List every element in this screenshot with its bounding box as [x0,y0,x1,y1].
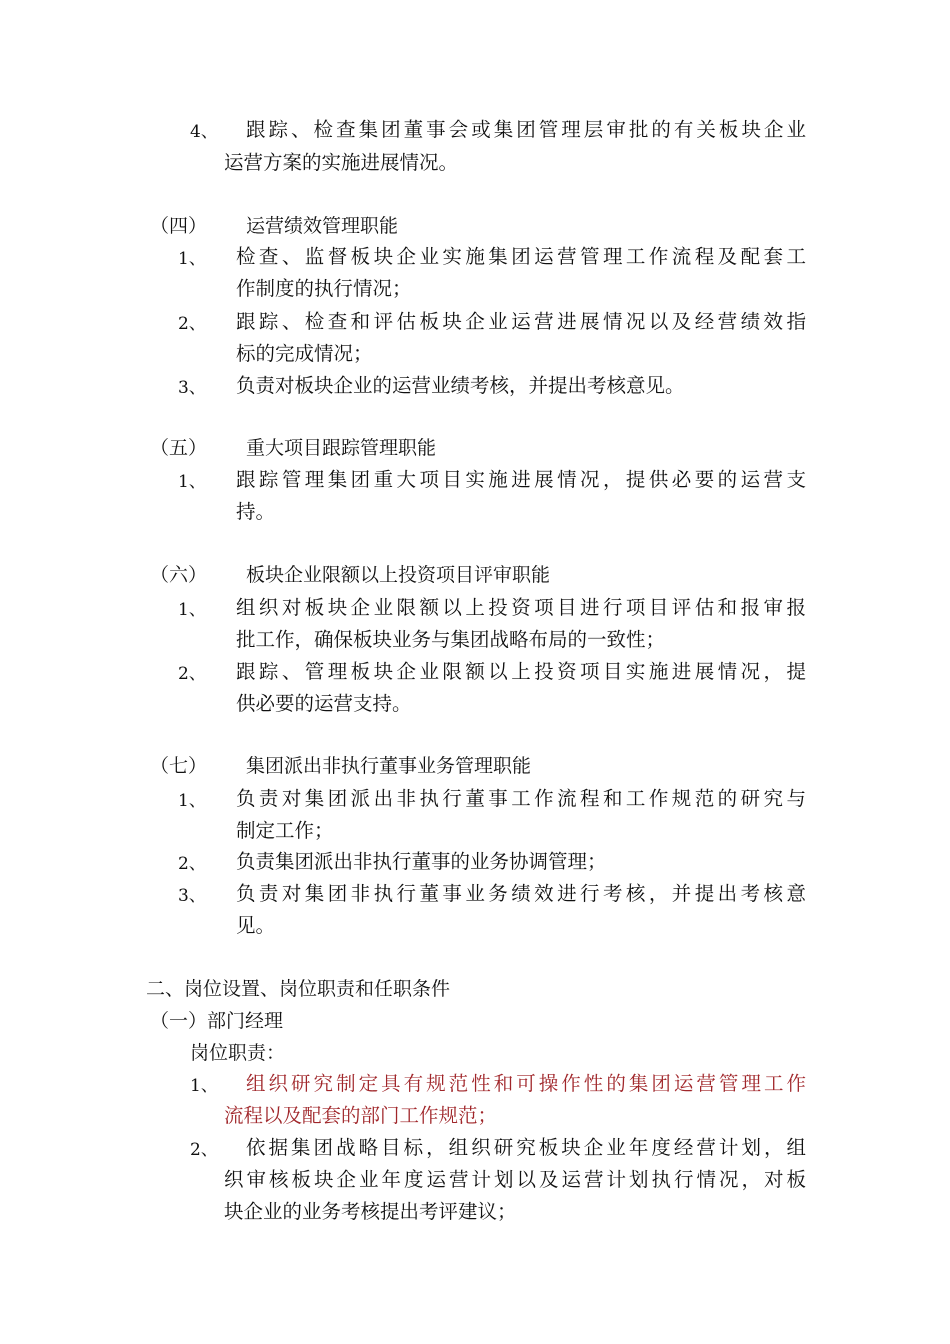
list-item-text: 负责集团派出非执行董事的业务协调管理； [236,850,607,873]
list-number: 1、 [190,1076,218,1096]
list-number: 1、 [178,600,206,620]
list-item-text: 见。 [236,914,276,937]
list-number: 2、 [178,314,206,334]
list-number: 1、 [178,472,206,492]
list-item-text: 跟踪、管理板块企业限额以上投资项目实施进展情况，提 [236,660,806,683]
section-label: （六） [150,564,208,586]
section-title: 板块企业限额以上投资项目评审职能 [246,564,551,586]
list-number: 3、 [178,378,206,398]
chapter-title: 二、岗位设置、岗位职责和任职条件 [146,978,451,1000]
list-item-text: 批工作，确保板块业务与集团战略布局的一致性； [236,628,666,651]
list-item-text: 检查、监督板块企业实施集团运营管理工作流程及配套工 [236,245,806,268]
list-item-text: 作制度的执行情况； [236,277,412,300]
section-label: （五） [150,437,208,459]
list-item-text: 负责对集团派出非执行董事工作流程和工作规范的研究与 [236,787,806,810]
section-label: （四） [150,215,208,237]
list-item-text: 跟踪、检查集团董事会或集团管理层审批的有关板块企业 [246,118,806,141]
list-item-text: 组织对板块企业限额以上投资项目进行项目评估和报审报 [236,596,806,619]
list-number: 3、 [178,886,206,906]
duty-label: 岗位职责： [190,1042,286,1064]
list-number: 2、 [178,854,206,874]
list-item-text: 依据集团战略目标，组织研究板块企业年度经营计划，组 [246,1136,806,1159]
section-title: 集团派出非执行董事业务管理职能 [246,755,532,777]
list-item-text: 持。 [236,500,276,523]
highlighted-list-item-text: 流程以及配套的部门工作规范； [224,1104,498,1127]
list-item-text: 标的完成情况； [236,342,373,365]
list-item-text: 跟踪管理集团重大项目实施进展情况，提供必要的运营支 [236,468,806,491]
section-title: 运营绩效管理职能 [246,215,399,237]
list-item-text: 块企业的业务考核提出考评建议； [224,1200,517,1223]
list-number: 1、 [178,791,206,811]
list-item-text: 运营方案的实施进展情况。 [224,151,459,174]
list-number: 1、 [178,249,206,269]
list-item-text: 负责对集团非执行董事业务绩效进行考核，并提出考核意 [236,882,806,905]
list-item-text: 织审核板块企业年度运营计划以及运营计划执行情况，对板 [224,1168,806,1191]
section-title: 重大项目跟踪管理职能 [246,437,437,459]
list-number: 4、 [190,122,218,142]
list-item-text: 供必要的运营支持。 [236,692,412,715]
list-item-text: 负责对板块企业的运营业绩考核，并提出考核意见。 [236,374,685,397]
list-number: 2、 [178,664,206,684]
subsection-title: （一）部门经理 [150,1010,284,1032]
list-item-text: 跟踪、检查和评估板块企业运营进展情况以及经营绩效指 [236,310,806,333]
section-label: （七） [150,755,208,777]
list-number: 2、 [190,1140,218,1160]
highlighted-list-item-text: 组织研究制定具有规范性和可操作性的集团运营管理工作 [246,1072,806,1095]
list-item-text: 制定工作； [236,819,334,842]
